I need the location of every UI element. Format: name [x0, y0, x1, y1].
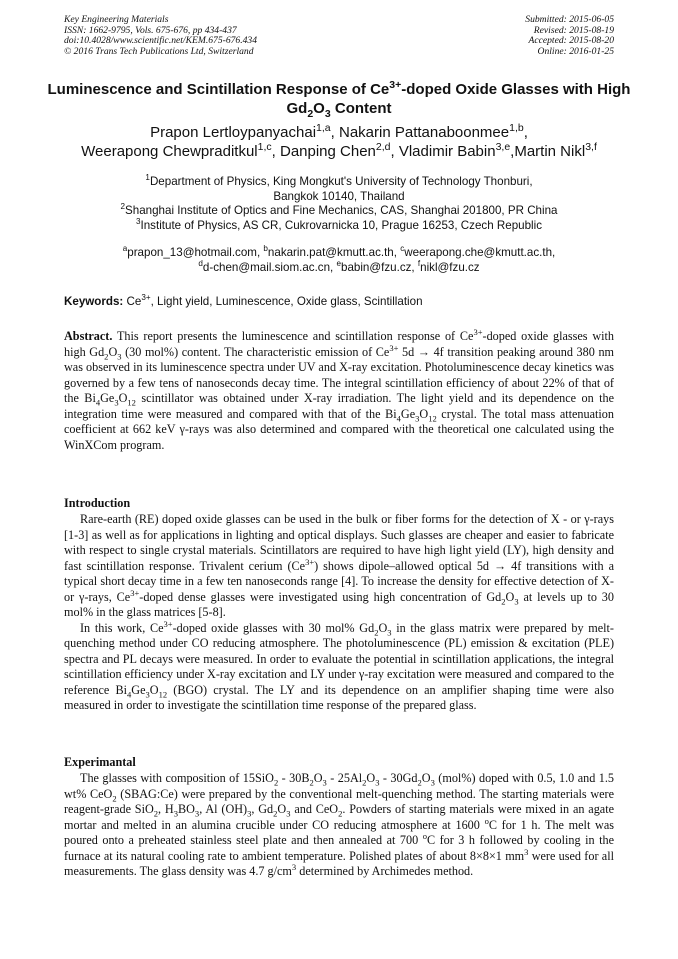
publication-dates	[525, 15, 614, 57]
keywords-label: Keywords:	[64, 295, 124, 308]
author-name: Weerapong Chewpraditkul	[81, 143, 258, 160]
email-link[interactable]: nakarin.pat@kmutt.ac.th,	[267, 246, 401, 259]
email-line-1: $^a$prapon_13@hotmail.com, $^b$nakarin.pat@kmutt.ac.th, $^c$weerapong.che@kmutt.ac.th,	[122, 244, 556, 259]
author-name: Nakarin Pattanaboonmee	[339, 124, 510, 141]
experimental-paragraph-1: The glasses with composition of $15SiO_2 - 30B_2O_3 - 25Al_2O_3 - 30Gd_2O_3$ (mol%) doped with 0.5, 1.0 and 1.5 wt% CeO$_2$ (SBAG:Ce) were prepared by the conventional melt-quenching method. The starting materials were reagent-grade SiO$_2$, $H_3BO_3$, Al $(OH)_3$, $Gd_2O_3$ and CeO$_2$. Powders of starting materials were mixed in an agate mortar and melted in an alumina crucible under CO reducing atmosphere at 1600 $^o$C for 1 h. The melt was poured onto a preheated stainless steel plate and then annealed at 700 $^o$C for 3 h followed by cooling in the furnace at its natural cooling rate to ambient temperature. Polished plates of about 8×8×1 $mm^3$ were used for all measurements. The glass density was 4.7 $g/cm^3$ determined by Archimedes method.	[64, 771, 615, 878]
author-name: Danping Chen	[279, 143, 376, 160]
date-revised: Revised: 2015-08-19	[533, 24, 614, 36]
email-link[interactable]: nikl@fzu.cz	[420, 260, 480, 274]
author-emails	[40, 246, 638, 275]
date-online: Online: 2016-01-25	[537, 45, 614, 57]
introduction-paragraph-1: Rare-earth (RE) doped oxide glasses can be used in the bulk or fiber forms for the detection of X - or γ-rays [1-3] as well as for applications in lighting and optical displays. Such glasses are cheaper and easier to fabricate with respect to single crystal materials. Scintillators are required to have high light yield (LY), high density and fast scintillation response. Trivalent cerium $(Ce^{3+})$ shows dipole–allowed optical 5d → 4f transitions with a typical short decay time in a few ten nanoseconds range [4]. To increase the density for effective detection of X- or γ-rays, $Ce^{3+}$-doped dense glasses were investigated using high concentration of $Gd_2O_3$ at levels up to 30 mol% in the glass matrices [5-8].	[64, 512, 614, 619]
affiliation-3: $^3$Institute of Physics, AS CR, Cukrovarnicka 10, Prague 16253, Czech Republic	[136, 216, 542, 232]
email-link[interactable]: d-chen@mail.siom.ac.cn,	[202, 260, 337, 274]
affiliation-2: $^2$Shanghai Institute of Optics and Fine Mechanics, CAS, Shanghai 201800, PR China	[120, 202, 558, 218]
experimental-section	[64, 771, 614, 880]
author-line-2: Weerapong Chewpraditkul$^{1,c}$, Danping Chen$^{2,d}$, Vladimir Babin$^{3,e}$,Martin Nikl$^{3,f}$	[81, 141, 597, 160]
introduction-paragraph-2: In this work, $Ce^{3+}$-doped oxide glasses with 30 mol% $Gd_2O_3$ in the glass matrix were prepared by melt-quenching method under CO reducing atmosphere. The photoluminescence (PL) emission & excitation (PLE) spectra and PL decays were measured. In order to evaluate the potential in scintillation applications, the integral scintillation efficiency under X-ray excitation and LY under γ-ray excitation were measured and compared to the reference $Bi_4Ge_3O_{12}$ (BGO) crystal. The LY and its dependence on an amplifier shaping time were also measured in order to investigate the scintillation time response of the prepared glass.	[64, 618, 614, 712]
author-name: Vladimir Babin	[398, 143, 496, 160]
affiliations	[40, 175, 638, 233]
author-name: Prapon Lertloypanyachai	[150, 124, 317, 141]
journal-doi: doi:10.4028/www.scientific.net/KEM.675-676.434	[64, 35, 258, 47]
date-submitted: Submitted: 2015-06-05	[525, 14, 614, 25]
email-link[interactable]: babin@fzu.cz,	[341, 260, 418, 274]
journal-name: Key Engineering Materials	[64, 14, 169, 25]
email-link[interactable]: weerapong.che@kmutt.ac.th,	[404, 246, 556, 259]
author-line-1: Prapon Lertloypanyachai$^{1,a}$, Nakarin Pattanaboonmee$^{1,b}$,	[150, 122, 528, 141]
author-name: Martin Nikl	[514, 143, 586, 160]
abstract-label: Abstract.	[64, 329, 113, 343]
abstract	[64, 326, 615, 453]
abstract-paragraph: Abstract. This report presents the luminescence and scintillation response of $Ce^{3+}$-doped oxide glasses with high $Gd_2O_3$ (30 mol%) content. The characteristic emission of $Ce^{3+}$ 5d → 4f transition peaking around 380 nm was observed in its luminescence spectra under UV and X-ray excitation. Photoluminescence decay kinetics was governed by a few tens of nanoseconds decay time. The integral scintillation efficiency of about 22% of that of the $Bi_4Ge_3O_{12}$ scintillator was obtained under X-ray irradiation. The light yield and its dependence on the integration time were measured and compared with that of the $Bi_4Ge_3O_{12}$ crystal. The total mass attenuation coefficient at 662 keV γ-rays was also determined and compared with the theoretical one calculated using the WinXCom program.	[64, 326, 615, 452]
section-heading-experimental: Experimantal	[64, 755, 136, 769]
date-accepted: Accepted: 2015-08-20	[528, 35, 614, 47]
email-link[interactable]: prapon_13@hotmail.com,	[127, 246, 264, 259]
introduction-section	[64, 512, 614, 714]
journal-issn: ISSN: 1662-9795, Vols. 675-676, pp 434-437	[64, 24, 237, 36]
journal-info	[64, 15, 257, 57]
section-heading-introduction: Introduction	[64, 496, 131, 510]
journal-copyright: © 2016 Trans Tech Publications Ltd, Switzerland	[64, 45, 254, 57]
email-line-2: $^d$d-chen@mail.siom.ac.cn, $^e$babin@fzu.cz, $^f$nikl@fzu.cz	[198, 258, 480, 274]
affiliation-1: $^1$Department of Physics, King Mongkut's University of Technology Thonburi,	[145, 173, 533, 188]
keywords: Keywords: $Ce^{3+}$, Light yield, Luminescence, Oxide glass, Scintillation	[64, 293, 423, 308]
paper-title: Luminescence and Scintillation Response of $Ce^{3+}$-doped Oxide Glasses with High $Gd_2O_3$ Content	[47, 79, 631, 120]
affiliation-1-address: Bangkok 10140, Thailand	[273, 189, 405, 203]
author-list	[30, 123, 648, 161]
